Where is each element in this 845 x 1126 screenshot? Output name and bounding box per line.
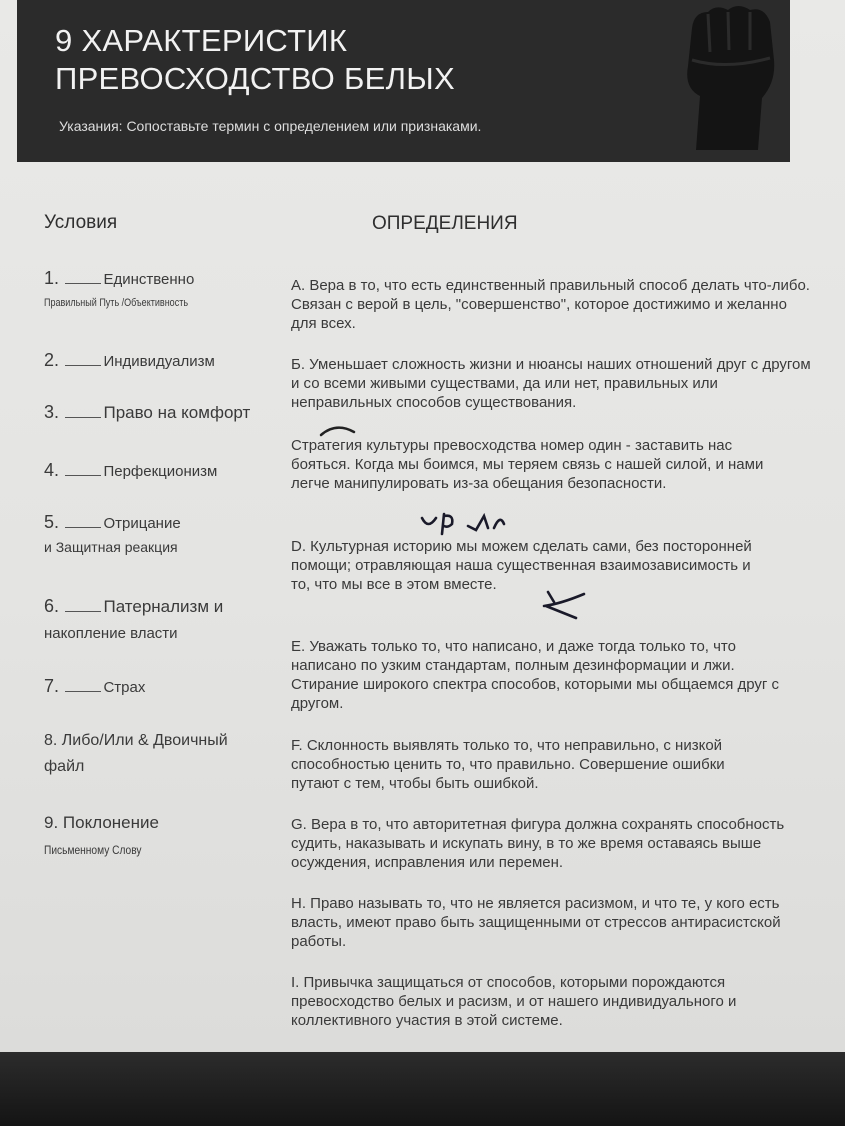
definitions-heading: ОПРЕДЕЛЕНИЯ xyxy=(372,213,518,234)
term-sublabel: и Защитная реакция xyxy=(44,539,178,555)
term-number: 8. xyxy=(44,732,58,749)
term-7 xyxy=(44,676,284,697)
term-number: 2. xyxy=(44,350,60,370)
term-label: Индивидуализм xyxy=(103,353,215,370)
page-title xyxy=(55,22,615,98)
term-6 xyxy=(44,596,284,642)
term-9 xyxy=(44,813,284,857)
title-line-2: ПРЕВОСХОДСТВО БЕЛЫХ xyxy=(55,61,455,96)
term-label: Патернализм и xyxy=(103,597,224,616)
term-label: Перфекционизм xyxy=(103,463,218,480)
definition-e: Е. Уважать только то, что написано, и даже тогда только то, что написано по узким стандартам, полным дезинформации и лжи. Стирание широкого спектра способов, которыми мы общаемся друг с другом. xyxy=(291,638,780,712)
term-label: Либо/Или & Двоичный xyxy=(61,732,228,749)
answer-blank[interactable] xyxy=(65,611,101,612)
definition-g: G. Вера в то, что авторитетная фигура должна сохранять способность судить, наказывать и искупать вину, в то же время оставаясь выше осуждения, исправления или перемен. xyxy=(291,816,785,871)
term-5 xyxy=(44,512,284,555)
title-line-1: 9 ХАРАКТЕРИСТИК xyxy=(55,23,348,58)
answer-blank[interactable] xyxy=(65,283,101,284)
pen-arc-mark xyxy=(318,422,358,438)
term-label: Отрицание xyxy=(103,515,181,532)
term-sublabel: файл xyxy=(44,758,85,775)
term-2 xyxy=(44,350,284,371)
term-number: 1. xyxy=(44,268,60,288)
term-number: 3. xyxy=(44,402,60,422)
definition-b: Б. Уменьшает сложность жизни и нюансы наших отношений друг с другом и со всеми живыми существами, да или нет, правильных или неправильных способов существования. xyxy=(291,356,811,411)
pen-checkmark xyxy=(540,588,588,622)
term-8 xyxy=(44,732,284,776)
term-4 xyxy=(44,460,284,481)
background-surface xyxy=(0,1052,845,1126)
term-sublabel: Правильный Путь /Объективность xyxy=(44,297,189,309)
term-3 xyxy=(44,402,284,423)
answer-blank[interactable] xyxy=(65,417,101,418)
answer-blank[interactable] xyxy=(65,691,101,692)
term-label: Поклонение xyxy=(62,813,159,832)
definition-i: I. Привычка защищаться от способов, которыми порождаются превосходство белых и расизм, и от нашего индивидуального и коллективного участия в этой системе. xyxy=(291,974,737,1029)
definition-a: А. Вера в то, что есть единственный правильный способ делать что-либо. Связан с верой в цель, "совершенство", которое достижимо и желанно для всех. xyxy=(291,277,810,332)
answer-blank[interactable] xyxy=(65,475,101,476)
definition-d: D. Культурная историю мы можем сделать сами, без посторонней помощи; отравляющая наша существенная взаимозависимость и то, что мы все в этом вместе. xyxy=(291,538,752,593)
term-number: 7. xyxy=(44,676,60,696)
term-label: Право на комфорт xyxy=(103,403,251,422)
term-sublabel: накопление власти xyxy=(44,625,178,642)
definition-c: Стратегия культуры превосходства номер один - заставить нас бояться. Когда мы боимся, мы теряем связь с нашей силой, и нами легче манипулировать из-за обещания безопасности. xyxy=(291,437,764,492)
term-number: 9. xyxy=(44,813,59,832)
header-banner xyxy=(17,0,790,162)
raised-fist-icon xyxy=(666,0,786,150)
term-number: 6. xyxy=(44,596,60,616)
answer-blank[interactable] xyxy=(65,365,101,366)
term-1 xyxy=(44,268,284,309)
definition-h: H. Право называть то, что не является расизмом, и что те, у кого есть власть, имеют право быть защищенными от стрессов антирасистской работы. xyxy=(291,895,781,950)
term-number: 4. xyxy=(44,460,60,480)
term-label: Страх xyxy=(103,679,146,696)
definition-f: F. Склонность выявлять только то, что неправильно, с низкой способностью ценить то, что правильно. Совершение ошибки путают с тем, чтобы быть ошибкой. xyxy=(291,737,725,792)
term-number: 5. xyxy=(44,512,60,532)
pen-scribble-mark xyxy=(418,508,508,538)
term-label: Единственно xyxy=(103,271,195,288)
terms-heading: Условия xyxy=(44,212,118,233)
instructions: Указания: Сопоставьте термин с определением или признаками. xyxy=(59,118,482,134)
term-sublabel: Письменному Слову xyxy=(44,843,142,857)
answer-blank[interactable] xyxy=(65,527,101,528)
